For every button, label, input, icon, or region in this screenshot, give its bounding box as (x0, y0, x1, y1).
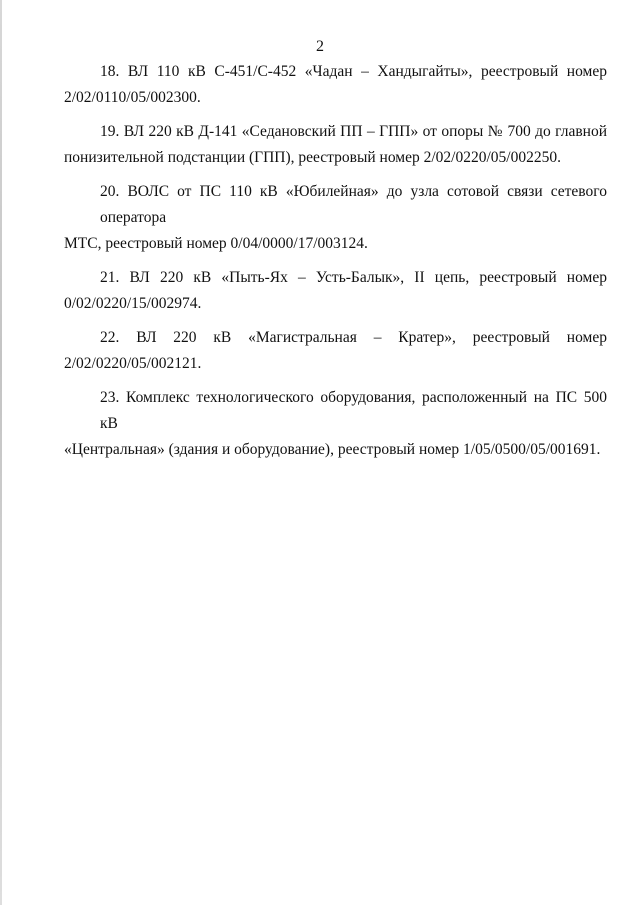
list-item-text-continuation: 2/02/0110/05/002300. (64, 89, 201, 106)
list-item-19 (64, 119, 607, 171)
page-number: 2 (316, 38, 324, 55)
list-item-text-continuation: понизительной подстанции (ГПП), реестровый номер 2/02/0220/05/002250. (64, 149, 561, 166)
list-item-text-continuation: «Центральная» (здания и оборудование), реестровый номер 1/05/0500/05/001691. (64, 441, 601, 458)
list-item-text: 23. Комплекс технологического оборудования, расположенный на ПС 500 кВ (100, 389, 607, 432)
list-item-text: 22. ВЛ 220 кВ «Магистральная – Кратер», реестровый номер (100, 329, 607, 346)
list-item-text-continuation: 2/02/0220/05/002121. (64, 355, 202, 372)
list-item-text: 21. ВЛ 220 кВ «Пыть-Ях – Усть-Балык», II цепь, реестровый номер (100, 269, 607, 286)
list-item-text: 19. ВЛ 220 кВ Д-141 «Седановский ПП – ГПП» от опоры № 700 до главной (100, 123, 607, 140)
list-item-22 (64, 325, 607, 377)
list-item-text: 18. ВЛ 110 кВ С-451/С-452 «Чадан – Хандыгайты», реестровый номер (100, 63, 607, 80)
list-item-text-continuation: 0/02/0220/15/002974. (64, 295, 202, 312)
list-item-text-continuation: МТС, реестровый номер 0/04/0000/17/003124. (64, 235, 368, 252)
list-item-18 (64, 59, 607, 111)
document-body (64, 59, 607, 471)
list-item-23 (64, 385, 607, 463)
list-item-20 (64, 179, 607, 257)
list-item-21 (64, 265, 607, 317)
scan-edge-shadow (0, 0, 2, 905)
list-item-text: 20. ВОЛС от ПС 110 кВ «Юбилейная» до узла сотовой связи сетевого оператора (100, 183, 607, 226)
